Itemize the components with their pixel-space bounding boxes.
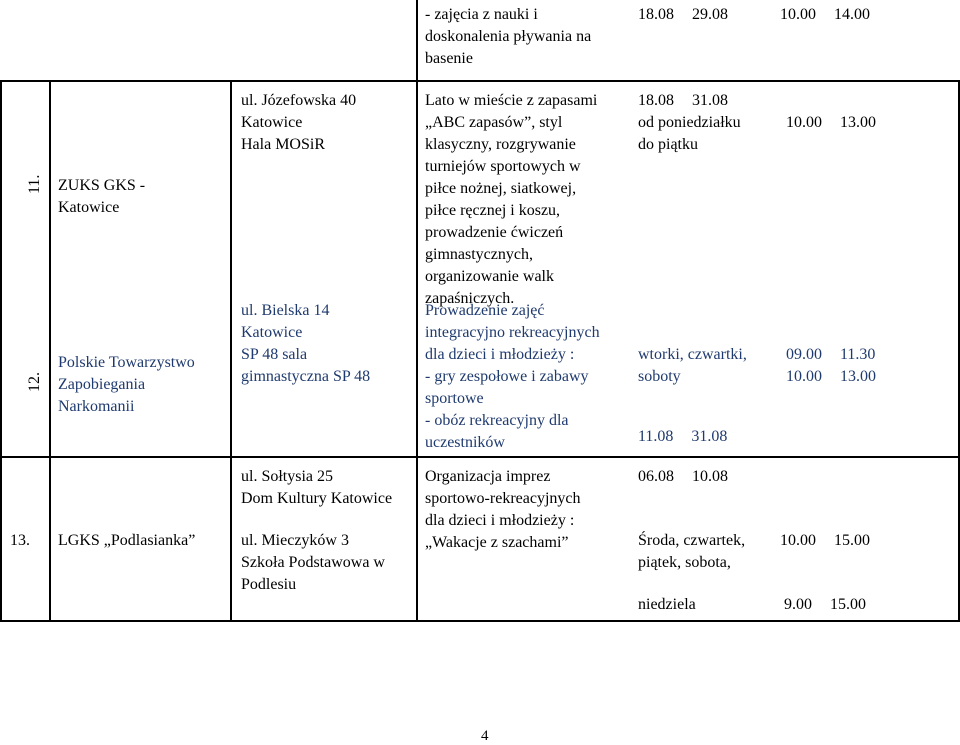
org-line: Polskie Towarzystwo bbox=[58, 354, 195, 371]
table-line bbox=[0, 80, 2, 622]
activity-line: doskonalenia pływania na bbox=[425, 28, 592, 45]
activity-line: gimnastycznych, bbox=[425, 246, 533, 263]
activity-line: - zajęcia z nauki i bbox=[425, 6, 538, 23]
hours-cell: 10.00 15.00 bbox=[780, 532, 870, 549]
activity-line: „ABC zapasów”, styl bbox=[425, 114, 563, 131]
dates-cell: 18.08 29.08 bbox=[638, 6, 728, 23]
activity-line: klasyczny, rozgrywanie bbox=[425, 136, 576, 153]
org-line: ZUKS GKS - bbox=[58, 177, 146, 194]
page-number: 4 bbox=[481, 728, 489, 744]
dates-cell: 11.08 31.08 bbox=[638, 428, 728, 445]
days-cell: piątek, sobota, bbox=[638, 554, 731, 571]
activity-line: prowadzenie ćwiczeń bbox=[425, 224, 564, 241]
dates-cell: od poniedziałku bbox=[638, 114, 741, 131]
place-line: Hala MOSiR bbox=[241, 136, 325, 153]
dates-cell: 18.08 31.08 bbox=[638, 92, 728, 109]
hours-cell: 9.00 15.00 bbox=[784, 596, 866, 613]
activity-line: integracyjno rekreacyjnych bbox=[425, 324, 600, 341]
activity-line: „Wakacje z szachami” bbox=[425, 534, 569, 551]
days-cell: wtorki, czwartki, bbox=[638, 346, 747, 363]
activity-line: basenie bbox=[425, 50, 473, 67]
place-line: Katowice bbox=[241, 114, 303, 131]
dates-cell: 06.08 10.08 bbox=[638, 468, 728, 485]
place-line: Szkoła Podstawowa w bbox=[241, 554, 385, 571]
activity-line: zapaśniczych. bbox=[425, 290, 515, 307]
activity-line: dla dzieci i młodzieży : bbox=[425, 346, 575, 363]
days-cell: soboty bbox=[638, 368, 681, 385]
activity-line: Prowadzenie zajęć bbox=[425, 302, 545, 319]
place-line: ul. Sołtysia 25 bbox=[241, 468, 334, 485]
activity-line: - obóz rekreacyjny dla bbox=[425, 412, 569, 429]
hours-cell: 10.00 13.00 bbox=[786, 114, 876, 131]
row-number: 11. bbox=[26, 174, 43, 194]
activity-line: uczestników bbox=[425, 434, 505, 451]
place-line: SP 48 sala bbox=[241, 346, 308, 363]
activity-line: sportowo-rekreacyjnych bbox=[425, 490, 581, 507]
org-cell: LGKS „Podlasianka” bbox=[58, 532, 196, 549]
table-line bbox=[0, 620, 960, 622]
table-line bbox=[416, 0, 418, 82]
hours-cell: 10.00 14.00 bbox=[780, 6, 870, 23]
place-line: ul. Bielska 14 bbox=[241, 302, 330, 319]
place-line: Katowice bbox=[241, 324, 303, 341]
activity-line: piłce nożnej, siatkowej, bbox=[425, 180, 577, 197]
hours-cell: 09.00 11.30 bbox=[786, 346, 876, 363]
org-line: Zapobiegania bbox=[58, 376, 146, 393]
activity-line: sportowe bbox=[425, 390, 484, 407]
place-line: ul. Mieczyków 3 bbox=[241, 532, 349, 549]
place-line: ul. Józefowska 40 bbox=[241, 92, 357, 109]
table-line bbox=[49, 80, 51, 622]
days-cell: Środa, czwartek, bbox=[638, 532, 746, 549]
table-line bbox=[230, 80, 232, 622]
row-number: 13. bbox=[10, 532, 30, 549]
activity-line: turniejów sportowych w bbox=[425, 158, 581, 175]
org-line: Katowice bbox=[58, 199, 120, 216]
activity-line: Organizacja imprez bbox=[425, 468, 551, 485]
table-line bbox=[0, 456, 960, 458]
days-cell: niedziela bbox=[638, 596, 696, 613]
place-line: Dom Kultury Katowice bbox=[241, 490, 393, 507]
place-line: Podlesiu bbox=[241, 576, 297, 593]
hours-cell: 10.00 13.00 bbox=[786, 368, 876, 385]
org-line: Narkomanii bbox=[58, 398, 135, 415]
row-number: 12. bbox=[26, 372, 43, 392]
activity-line: Lato w mieście z zapasami bbox=[425, 92, 598, 109]
table-line bbox=[416, 80, 418, 622]
dates-cell: do piątku bbox=[638, 136, 698, 153]
place-line: gimnastyczna SP 48 bbox=[241, 368, 371, 385]
activity-line: organizowanie walk bbox=[425, 268, 554, 285]
activity-line: piłce ręcznej i koszu, bbox=[425, 202, 561, 219]
activity-line: - gry zespołowe i zabawy bbox=[425, 368, 589, 385]
activity-line: dla dzieci i młodzieży : bbox=[425, 512, 575, 529]
table-line bbox=[0, 80, 960, 82]
